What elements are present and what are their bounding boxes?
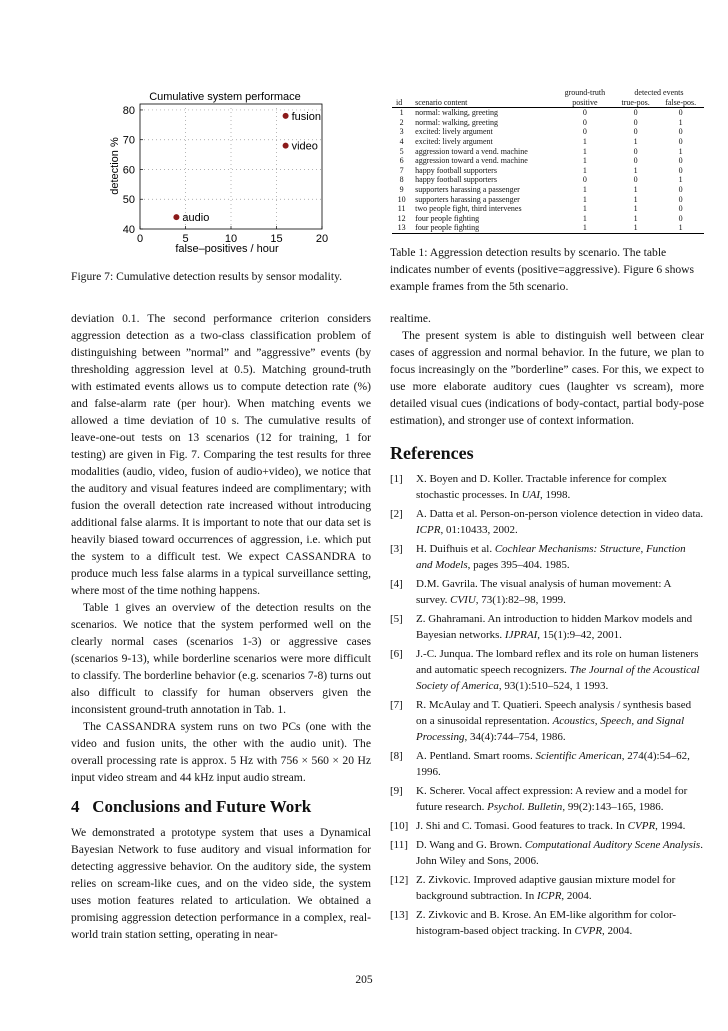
table-cell: 1 <box>633 184 638 194</box>
table-cell: 0 <box>678 165 683 175</box>
body-paragraph: realtime. <box>390 312 431 325</box>
table-cell: 0 <box>633 175 638 185</box>
body-paragraph: The CASSANDRA system runs on two PCs (one with the video and fusion units, the other with the audio unit). The overall processing rate is approx. 5 Hz with 756 × 560 × 20 Hz input video stream and 44 kHz input audio stream. <box>71 720 371 784</box>
x-tick-label: 5 <box>182 233 189 245</box>
table-cell: 0 <box>582 117 587 127</box>
reference-ital: ICPR <box>536 890 562 902</box>
y-tick-label: 80 <box>122 104 135 117</box>
table-cell: normal: walking, greeting <box>415 117 499 127</box>
table-cell: 4 <box>399 136 404 146</box>
table-row <box>392 204 704 214</box>
data-point <box>283 143 289 149</box>
table-cell: 0 <box>582 175 587 185</box>
table-row <box>392 223 704 233</box>
reference-number: [5] <box>390 613 403 625</box>
reference-number: [8] <box>390 750 403 762</box>
reference-number: [1] <box>390 473 403 485</box>
x-axis-label: false–positives / hour <box>175 243 279 255</box>
reference-pre: J.-C. Junqua. The lombard reflex and its role on human listeners and automatic speech recognizers. <box>416 648 699 676</box>
reference-pre: K. Scherer. Vocal affect expression: A review and a model for future research. <box>416 785 688 813</box>
reference-item <box>390 611 704 643</box>
table-row <box>392 166 704 176</box>
reference-ital: ICPR <box>416 524 441 536</box>
reference-item <box>390 837 704 869</box>
table-row <box>392 137 704 147</box>
table-cell: 0 <box>582 127 587 137</box>
table-header-row <box>392 98 704 108</box>
reference-number: [7] <box>390 699 403 711</box>
reference-post: , pages 395–404. 1985. <box>467 559 570 571</box>
table-cell: 1 <box>582 156 587 166</box>
table-cell: 5 <box>399 146 404 156</box>
table-cell: supporters harassing a passenger <box>415 184 520 194</box>
table-cell: 1 <box>582 165 587 175</box>
y-tick-label: 70 <box>122 134 135 147</box>
table-cell: 1 <box>582 136 587 146</box>
table-cell: 1 <box>582 184 587 194</box>
table-cell: excited: lively argument <box>415 136 493 146</box>
reference-post: , 73(1):82–98, 1999. <box>475 594 566 606</box>
table-cell: 1 <box>633 223 638 233</box>
table-cell: aggression toward a vend. machine <box>415 146 528 156</box>
y-axis-label: detection % <box>109 137 121 195</box>
table-cell: 1 <box>582 194 587 204</box>
reference-text <box>416 907 704 939</box>
reference-number: [4] <box>390 578 403 590</box>
reference-ital: Acoustics, Speech, and Signal Processing <box>416 715 685 743</box>
reference-text <box>416 576 704 608</box>
reference-ital: Computational Auditory Scene Analysis <box>524 839 701 851</box>
table-cell: 1 <box>633 136 638 146</box>
references-heading: References <box>390 443 474 463</box>
reference-number: [11] <box>390 839 408 851</box>
table-cell: happy football supporters <box>415 165 497 175</box>
reference-text <box>416 872 704 904</box>
reference-text <box>416 818 704 834</box>
table-cell: 1 <box>582 213 587 223</box>
x-tick-label: 0 <box>136 233 144 245</box>
chart-ticks <box>123 105 328 245</box>
body-paragraph: deviation 0.1. The second performance criterion considers aggression detection as a two-class classification problem of distinguishing between ”normal” and ”aggressive” events (by thresholding aggression level at 0.5). Matching ground-truth with estimated events allows us to compute detection rate (%) and false-alarm rate (per hour). When matching events we allowed a time deviation of 10 s. The cumulative results of leave-one-out tests on 13 scenarios (12 for training, 1 for testing) are given in Fig. 7. Comparing the test results for three modalities (audio, video, fusion of audio+video), we notice that the auditory and visual features indeed are complimentary; with fusion the overall detection rate increased without introducing additional false alarms. It is important to note that our data set is heavily biased toward occurrences of aggression, i.e. which put the system to a difficult test. We expect CASSANDRA to produce much less false alarms in a typical surveillance setting, where most of the time nothing happens. <box>71 312 371 597</box>
col-header-id: id <box>396 97 403 107</box>
table-cell: four people fighting <box>415 213 480 223</box>
table-row <box>392 118 704 128</box>
performance-chart <box>100 84 340 259</box>
table-row <box>392 127 704 137</box>
data-point <box>173 214 179 220</box>
reference-number: [3] <box>390 543 403 555</box>
reference-number: [12] <box>390 874 409 886</box>
table-cell: 0 <box>633 108 638 118</box>
table-cell: 1 <box>678 175 683 185</box>
table-cell: 8 <box>399 175 404 185</box>
table-cell: 1 <box>633 194 638 204</box>
col-header-true-pos: true-pos. <box>621 97 650 107</box>
table-cell: 2 <box>399 117 404 127</box>
table-cell: happy football supporters <box>415 175 497 185</box>
table-cell: two people fight, third intervenes <box>415 204 522 214</box>
reference-post: , 99(2):143–165, 1986. <box>562 801 664 813</box>
right-column <box>390 310 704 942</box>
reference-text <box>416 541 704 573</box>
table-cell: 0 <box>678 204 683 214</box>
y-tick-label: 40 <box>122 224 135 236</box>
table-cell: 13 <box>397 223 406 233</box>
table-cell: 11 <box>397 204 406 214</box>
y-tick-label: 50 <box>122 194 135 207</box>
reference-post: , 2004. <box>561 890 592 902</box>
section-heading: 4 Conclusions and Future Work <box>71 797 312 816</box>
data-point <box>283 113 289 119</box>
table-caption: Table 1: Aggression detection results by scenario. The table indicates number of events (positive=aggressive). Figure 6 shows example frames from the 5th scenario. <box>390 246 695 293</box>
reference-ital: CVPR <box>627 820 656 832</box>
reference-post: , 2004. <box>602 925 633 937</box>
group-header-ground-truth: ground-truth <box>564 88 606 97</box>
reference-post: , 34(4):744–754, 1986. <box>464 731 566 743</box>
reference-text <box>416 697 704 745</box>
reference-text <box>416 471 704 503</box>
reference-text <box>416 783 704 815</box>
table-cell: 1 <box>582 223 587 233</box>
reference-ital: CVIU <box>450 594 476 606</box>
table-cell: 1 <box>678 146 683 156</box>
table-cell: 3 <box>399 127 404 137</box>
reference-pre: A. Pentland. Smart rooms. <box>416 750 536 762</box>
table-cell: 1 <box>399 108 404 118</box>
data-point-label: fusion <box>291 110 321 123</box>
table-cell: 0 <box>678 194 683 204</box>
col-header-scenario: scenario content <box>415 97 468 107</box>
table-cell: 1 <box>678 117 683 127</box>
table-cell: 0 <box>678 184 683 194</box>
reference-pre: Z. Zivkovic and B. Krose. An EM-like algorithm for color-histogram-based object tracking. In <box>416 909 677 937</box>
reference-post: , 274(4):54–62, 1996. <box>416 750 690 778</box>
table-group-header-row <box>392 88 704 98</box>
reference-pre: Z. Ghahramani. An introduction to hidden Markov models and Bayesian networks. <box>416 613 693 641</box>
x-tick-label: 15 <box>270 233 283 245</box>
page-number: 205 <box>355 974 373 986</box>
body-paragraph: We demonstrated a prototype system that uses a Dynamical Bayesian Network to fuse auditory and visual information for detecting aggressive behavior. On the auditory side, the system relies on scream-like cues, and on the video side, the system uses motion features related to articulation. We obtained a promising aggression detection performance in a complex, real-world train station setting, operating in near- <box>71 826 371 941</box>
reference-number: [10] <box>390 820 409 832</box>
reference-post: , 1994. <box>655 820 686 832</box>
reference-item <box>390 748 704 780</box>
reference-text <box>416 837 704 869</box>
table-cell: 0 <box>678 108 683 118</box>
reference-item <box>390 576 704 608</box>
reference-number: [9] <box>390 785 403 797</box>
reference-ital: IJPRAI <box>504 629 538 641</box>
reference-pre: D.M. Gavrila. The visual analysis of human movement: A survey. <box>416 578 671 606</box>
table-cell: 1 <box>633 165 638 175</box>
table-cell: 12 <box>397 213 406 223</box>
table-cell: 0 <box>633 117 638 127</box>
table-cell: 0 <box>633 156 638 166</box>
body-paragraph: The present system is able to distinguish well between clear cases of aggression and normal behavior. In the future, we plan to focus increasingly on the ”borderline” cases. For this, we expect to use more elaborate auditory cues (laughter vs scream), more detailed visual cues (indications of body-contact, partial body-pose estimation), and stronger use of context information. <box>390 329 704 427</box>
reference-pre: H. Duifhuis et al. <box>416 543 495 555</box>
reference-text <box>416 748 704 780</box>
reference-text <box>416 611 704 643</box>
chart-points <box>173 111 321 224</box>
reference-ital: Psychol. Bulletin <box>487 801 563 813</box>
reference-pre: X. Boyen and D. Koller. Tractable inference for complex stochastic processes. In <box>416 473 667 501</box>
table-cell: excited: lively argument <box>415 127 493 137</box>
data-point-label: audio <box>182 212 210 225</box>
col-header-positive: positive <box>572 97 598 107</box>
reference-pre: Z. Zivkovic. Improved adaptive gausian mixture model for background subtraction. In <box>416 874 676 902</box>
reference-pre: R. McAulay and T. Quatieri. Speech analysis / synthesis based on a sinusoidal representation. <box>416 699 692 727</box>
left-column <box>71 310 371 943</box>
table-cell: 1 <box>633 204 638 214</box>
reference-ital: UAI <box>521 489 541 501</box>
reference-item <box>390 471 704 503</box>
x-tick-label: 10 <box>224 233 238 245</box>
table-row <box>392 175 704 185</box>
table-cell: supporters harassing a passenger <box>415 194 520 204</box>
figure-caption: Figure 7: Cumulative detection results by sensor modality. <box>71 270 343 283</box>
reference-ital: CVPR <box>574 925 603 937</box>
reference-item <box>390 541 704 573</box>
x-tick-label: 20 <box>315 233 329 245</box>
table-cell: normal: walking, greeting <box>415 108 499 118</box>
reference-item <box>390 646 704 694</box>
table-row <box>392 147 704 157</box>
table-row <box>392 185 704 195</box>
table-cell: 0 <box>678 136 683 146</box>
reference-post: . John Wiley and Sons, 2006. <box>416 839 703 867</box>
table-cell: aggression toward a vend. machine <box>415 156 528 166</box>
reference-post: , 1998. <box>540 489 571 501</box>
table-cell: 6 <box>399 156 404 166</box>
reference-post: , 93(1):510–524, 1 1993. <box>498 680 609 692</box>
reference-post: , 15(1):9–42, 2001. <box>537 629 622 641</box>
body-paragraph: Table 1 gives an overview of the detection results on the scenarios. We notice that the system performed well on the clearly normal cases (scenarios 1-3) or aggressive cases (scenarios 9-13), while borderline scenarios were more difficult to classify. The borderline behavior (e.g. scenarios 7-8) turns out also difficult to classify for human observers given the inconsistent ground-truth annotation in Tab. 1. <box>71 601 371 716</box>
reference-pre: A. Datta et al. Person-on-person violence detection in video data. <box>416 508 704 520</box>
table-row <box>392 214 704 224</box>
reference-item <box>390 872 704 904</box>
reference-number: [13] <box>390 909 409 921</box>
reference-item <box>390 783 704 815</box>
table-cell: 0 <box>678 127 683 137</box>
data-point-label: video <box>291 140 318 153</box>
table-cell: 0 <box>633 127 638 137</box>
reference-item <box>390 697 704 745</box>
y-tick-label: 60 <box>122 164 135 177</box>
table-cell: 0 <box>633 146 638 156</box>
reference-ital: Scientific American <box>535 750 622 762</box>
reference-text <box>416 506 704 538</box>
reference-item <box>390 907 704 939</box>
table-row <box>392 108 704 118</box>
reference-pre: J. Shi and C. Tomasi. Good features to track. In <box>416 820 628 832</box>
chart-title: Cumulative system performace <box>149 91 301 103</box>
table-cell: 1 <box>582 146 587 156</box>
table-cell: 7 <box>399 165 404 175</box>
table-row <box>392 156 704 166</box>
reference-item <box>390 818 704 834</box>
table-cell: 0 <box>678 213 683 223</box>
group-header-detected: detected events <box>634 88 684 97</box>
table-cell: 1 <box>678 223 683 233</box>
table-cell: 9 <box>399 184 404 194</box>
reference-number: [2] <box>390 508 403 520</box>
references-list <box>390 471 704 939</box>
reference-item <box>390 506 704 538</box>
table-row <box>392 195 704 205</box>
table-cell: 1 <box>582 204 587 214</box>
table-cell: 0 <box>582 108 587 118</box>
table-cell: four people fighting <box>415 223 480 233</box>
table-body <box>392 108 704 234</box>
table-cell: 0 <box>678 156 683 166</box>
reference-number: [6] <box>390 648 403 660</box>
results-table <box>392 88 704 234</box>
reference-text <box>416 646 704 694</box>
table-cell: 1 <box>633 213 638 223</box>
reference-ital: The Journal of the Acoustical Society of America <box>416 664 700 692</box>
reference-post: , 01:10433, 2002. <box>440 524 518 536</box>
reference-pre: D. Wang and G. Brown. <box>416 839 525 851</box>
col-header-false-pos: false-pos. <box>665 97 697 107</box>
table-cell: 10 <box>397 194 406 204</box>
reference-ital: Cochlear Mechanisms: Structure, Function and Models <box>416 543 686 571</box>
